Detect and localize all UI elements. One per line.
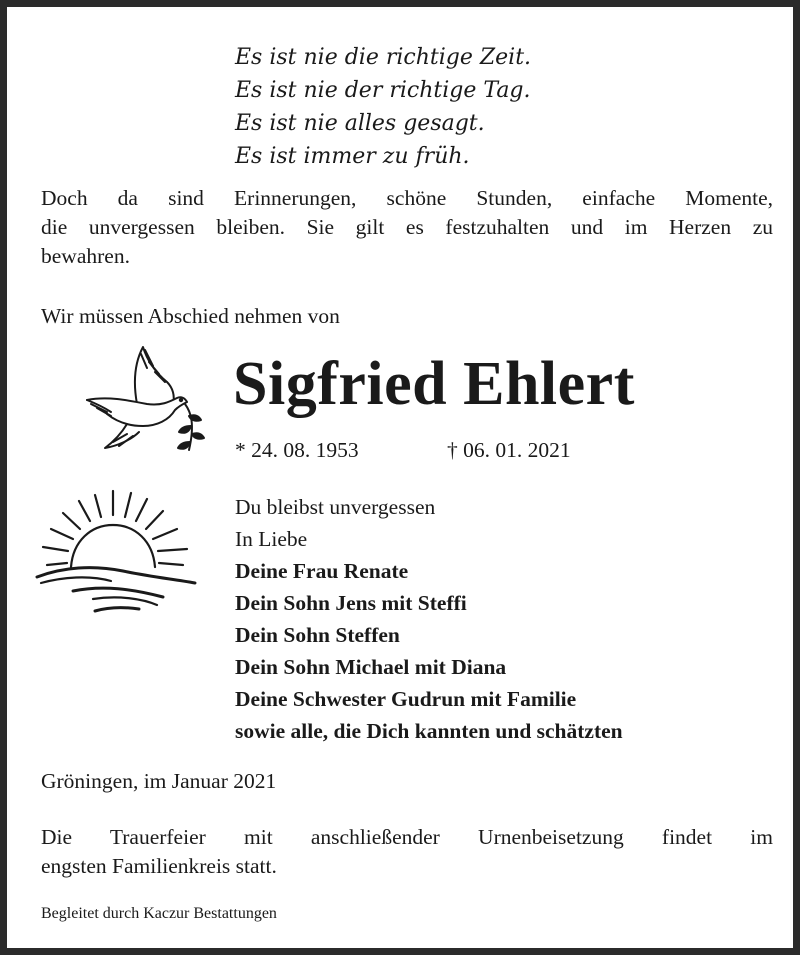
poem-line: Es ist nie alles gesagt. <box>235 111 485 136</box>
dove-icon <box>77 342 217 457</box>
farewell-text: Wir müssen Abschied nehmen von <box>41 304 340 328</box>
mourners-list <box>235 491 775 747</box>
intro-line: die unvergessen bleiben. Sie gilt es festzuhalten und im Herzen zu <box>41 215 773 239</box>
family-member: Deine Frau Renate <box>235 559 409 583</box>
intro-line: Doch da sind Erinnerungen, schöne Stunden, einfache Momente, <box>41 186 773 210</box>
service-info <box>41 823 773 881</box>
family-member: Deine Schwester Gudrun mit Familie <box>235 687 577 711</box>
intro-line: bewahren. <box>41 244 130 268</box>
poem-line: Es ist immer zu früh. <box>235 144 470 169</box>
family-member: Dein Sohn Steffen <box>235 623 400 647</box>
service-line: engsten Familienkreis statt. <box>41 854 277 878</box>
mourner-line: Du bleibst unvergessen <box>235 495 436 519</box>
family-member: Dein Sohn Jens mit Steffi <box>235 591 467 615</box>
deceased-name: Sigfried Ehlert <box>233 350 635 418</box>
poem-line: Es ist nie die richtige Zeit. <box>235 45 532 70</box>
family-member: sowie alle, die Dich kannten und schätzten <box>235 719 623 743</box>
funeral-home: Begleitet durch Kaczur Bestattungen <box>41 905 277 922</box>
birth-date: * 24. 08. 1953 <box>235 438 359 462</box>
intro-paragraph <box>41 184 773 271</box>
sunset-icon <box>33 479 203 619</box>
mourner-line: In Liebe <box>235 527 308 551</box>
place-date: Gröningen, im Januar 2021 <box>41 769 277 793</box>
poem-line: Es ist nie der richtige Tag. <box>235 78 531 103</box>
family-member: Dein Sohn Michael mit Diana <box>235 655 507 679</box>
poem <box>235 41 595 173</box>
death-date: † 06. 01. 2021 <box>447 438 571 462</box>
service-line: Die Trauerfeier mit anschließender Urnenbeisetzung findet im <box>41 825 773 849</box>
